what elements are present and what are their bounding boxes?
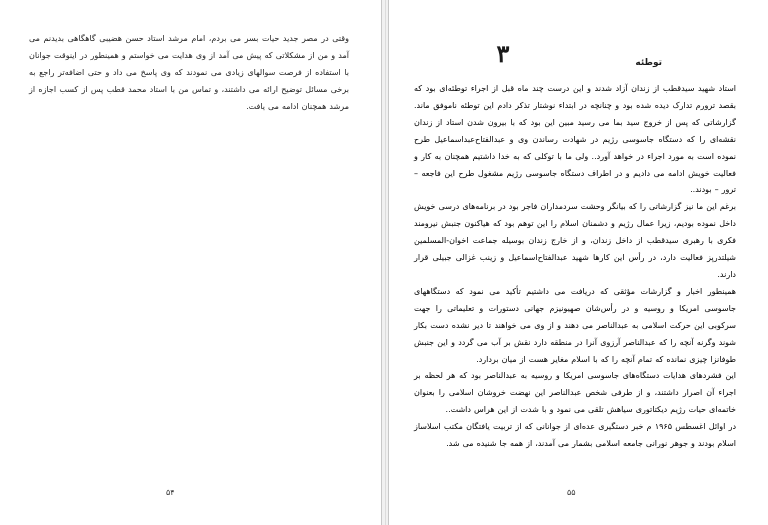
left-page-text xyxy=(29,31,349,116)
right-page-text xyxy=(414,81,736,453)
right-page-number: ۵۵ xyxy=(567,488,576,497)
left-page xyxy=(0,0,381,525)
left-page-number: ۵۴ xyxy=(166,488,175,497)
right-paragraph-4: این فشردهای هدایات دستگاه‌های جاسوسی امریکا و روسیه به عبدالناصر بود که هر لحظه بر اجراء آن اصرار داشتند، و از طرفی شخص عبدالناصر این نهضت خروشان اسلامی را بعنوان خاتمه‌ای حیات رژیم دیکتاتوری سیاهش تلقی می نمود و با شدت از این هراس داشت.. xyxy=(414,371,736,415)
right-paragraph-1: استاد شهید سیدقطب از زندان آزاد شدند و این درست چند ماه قبل از اجراء توطئه‌ای بود که بقصد ترورم تدارک دیده شده بود و چنانچه در ابتداء نوشتار تذکر دادم این توطئه ناموفق ماند. گزارشاتی که پس از خروج سید بما می رسید مبین این بود که با بیرون شدن استاد از زندان نقشه‌ای را که دستگاه جاسوسی رژیم در شهادت رساندن وی و عبدالفتاح‌عبداسماعیل طرح نموده است به مورد اجراء در خواهد آورد.. ولی ما با توکلی که به خدا داشتیم همچنان به کار و فعالیت خویش ادامه می دادیم و در اطراف دستگاه جاسوسی رژیم مشغول طرح این فاجعه – ترور – بودند.. xyxy=(414,84,736,195)
right-paragraph-5: در اوائل اغسطس ۱۹۶۵ م خبر دستگیری عده‌ای از جوانانی که از تربیت یافتگان مکتب اسلاساز اسلام بودند و جوهر نورانی جامعه اسلامی بشمار می آمدند، از همه جا شنیده می شد. xyxy=(414,422,737,449)
left-paragraph-1: وقتی در مصر جدید حیات بسر می بردم، امام مرشد استاد حسن هضیبی گاهگاهی بدیدنم می آمد و من از مشکلاتی که پیش می آمد از وی هدایت می خواستم و همینطور در اینوقت جوانان با استفاده از فرصت سوالهای زیادی می نمودند که وی پاسخ می داد و حتی اضافه‌تر راجع به برخی مسائل توضیح ارائه می داشتند، و تماس من با استاد محمد قطب پس از کسب اجازه از مرشد همچنان ادامه می یافت. xyxy=(29,34,349,111)
right-paragraph-2: برغم این ما نیز گزارشاتی را که بیانگر وحشت سردمداران فاجر بود در برنامه‌های درسی خویش داخل نموده بودیم، زیرا عمال رژیم و دشمنان اسلام را این توهم بود که هیاکنون جنبش نیرومند فکری با رهبری سیدقطب از داخل زندان، و از خارج زندان بوسیله جماعت اخوان-المسلمین شیلتدرپز فعالیت دارد، در رأس این کارها شهید عبدالفتاح‌اسماعیل و زینب غزالی جبیلی قرار دارند. xyxy=(414,202,736,279)
page-gutter xyxy=(381,0,389,525)
chapter-title: توطئه xyxy=(635,58,662,68)
right-paragraph-3: همینطور اخبار و گزارشات مؤثقی که دریافت می داشتیم تأکید می نمود که دستگاههای جاسوسی امریکا و روسیه و در رأس‌شان صهیونیزم جهانی دستورات و تعلیماتی را جهت سرکوبی این حرکت اسلامی به عبدالناصر می دهند و از وی می خواهند تا دیر نشده دست بکار شوند وگرنه آنچه را که عبدالناصر آرزوی آنرا در منطقه دارد نقش بر آب می گردد و این جنبش طوفانزا چیزی نمانده که تمام آنچه را که با اسلام مغایر هست از میان بردارد. xyxy=(414,286,736,364)
chapter-number: ۳ xyxy=(496,39,510,68)
